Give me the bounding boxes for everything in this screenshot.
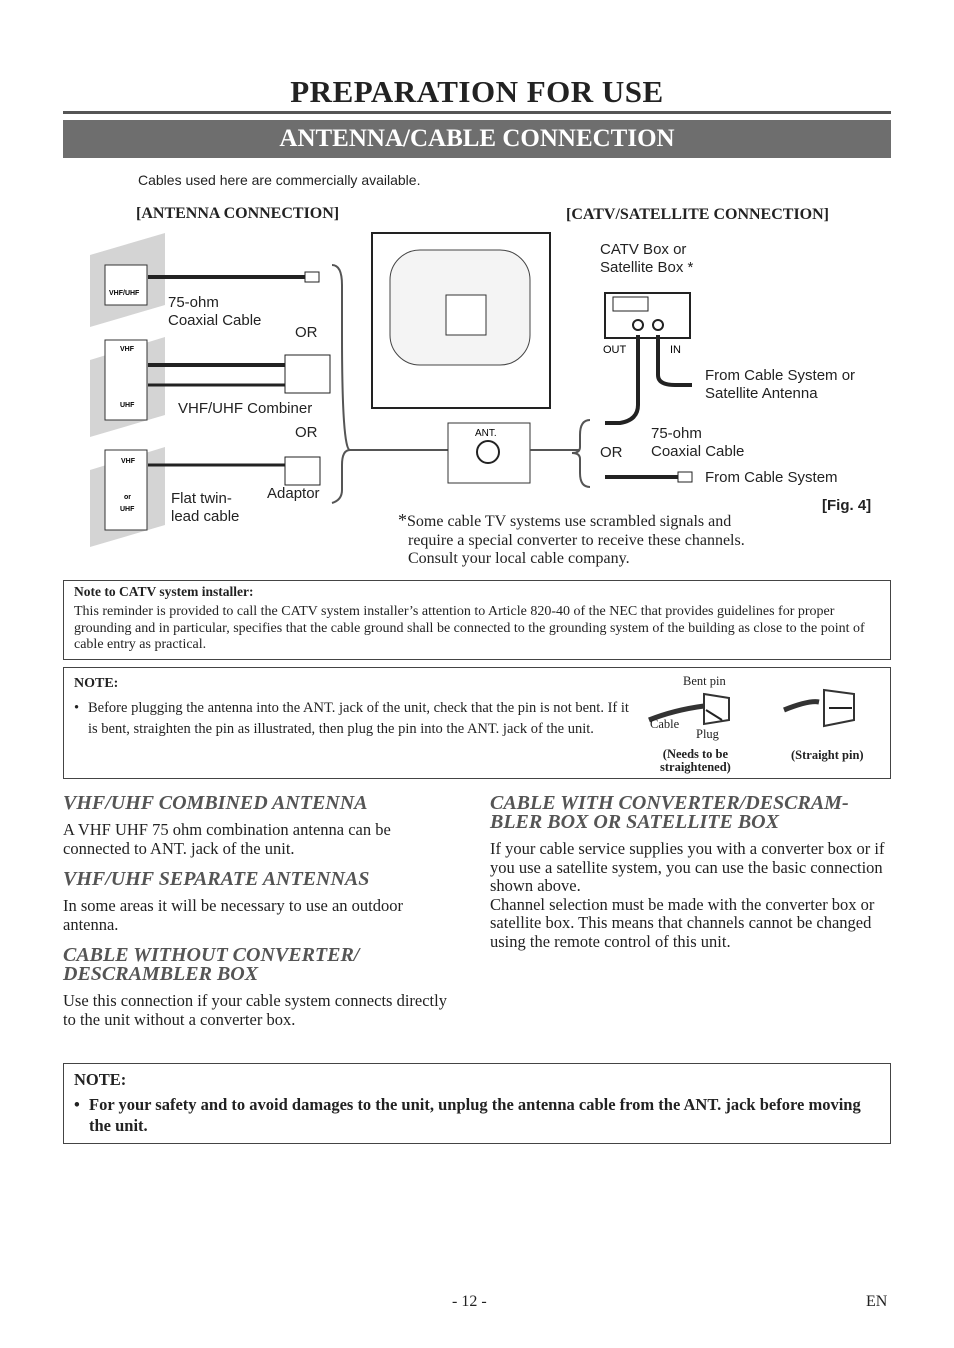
without-converter-text: Use this connection if your cable system connects directly to the unit without a converter box.	[63, 991, 447, 1029]
right-column	[490, 794, 890, 951]
with-converter-text-2: Channel selection must be made with the converter box or satellite box. This means that channels cannot be changed using the remote control of this unit.	[490, 894, 875, 951]
uhf-tag: UHF	[120, 402, 135, 409]
vhf-or-uhf-tag-2: or	[124, 494, 131, 501]
without-converter-heading: CABLE WITHOUT CONVERTER/ DESCRAMBLER BOX	[63, 944, 360, 985]
note2-text: • For your safety and to avoid damages to the unit, unplug the antenna cable from the ANT. jack before moving the unit.	[74, 1095, 861, 1135]
catv-connection-heading: [CATV/SATELLITE CONNECTION]	[566, 206, 830, 223]
or-label-3: OR	[600, 444, 623, 461]
with-converter-heading: CABLE WITH CONVERTER/DESCRAM- BLER BOX OR SATELLITE BOX	[490, 792, 849, 833]
straight-pin-label: (Straight pin)	[791, 748, 864, 762]
separate-antennas-text: In some areas it will be necessary to use an outdoor antenna.	[63, 896, 403, 934]
cables-note: Cables used here are commercially available.	[138, 172, 421, 188]
section-title: ANTENNA/CABLE CONNECTION	[63, 120, 891, 158]
note1-heading: NOTE:	[74, 676, 119, 691]
vhf-uhf-tag: VHF/UHF	[109, 290, 140, 297]
fig-label: [Fig. 4]	[822, 497, 872, 514]
footnote-star: *	[398, 510, 407, 530]
language-tag: EN	[866, 1293, 888, 1310]
bent-pin-label: Bent pin	[683, 674, 726, 688]
title-rule	[63, 111, 891, 114]
from-cable-label: From Cable System	[705, 469, 838, 486]
in-label: IN	[670, 344, 681, 356]
antenna-connection-heading: [ANTENNA CONNECTION]	[136, 205, 340, 222]
plug-label: Plug	[696, 727, 719, 741]
note2-heading: NOTE:	[74, 1070, 127, 1089]
cable-label: Cable	[650, 717, 680, 731]
adaptor-label: Adaptor	[267, 485, 320, 502]
footnote: *Some cable TV systems use scrambled signals and require a special converter to receive these channels. Consult your local cable company.	[398, 510, 745, 567]
combiner-label: VHF/UHF Combiner	[178, 400, 313, 417]
bent-pin-note	[63, 667, 891, 779]
separate-antennas-heading: VHF/UHF SEPARATE ANTENNAS	[63, 868, 370, 890]
catv-note-heading: Note to CATV system installer:	[74, 584, 254, 599]
combined-antenna-text: A VHF UHF 75 ohm combination antenna can be connected to ANT. jack of the unit.	[63, 820, 391, 858]
vhf-tag: VHF	[120, 346, 134, 353]
combined-antenna-heading: VHF/UHF COMBINED ANTENNA	[63, 792, 368, 814]
needs-straightened-label: (Needs to be straightened)	[660, 747, 731, 774]
vhf-or-uhf-tag-1: VHF	[121, 458, 135, 465]
vhf-or-uhf-tag-3: UHF	[120, 506, 135, 513]
coax-label-right: 75-ohm Coaxial Cable	[651, 425, 745, 460]
or-label-2: OR	[295, 424, 318, 441]
safety-note	[63, 1063, 891, 1144]
coax-label-left: 75-ohm Coaxial Cable	[168, 294, 262, 329]
out-label: OUT	[603, 344, 627, 356]
pin-illustration	[644, 680, 884, 750]
twin-lead-label: Flat twin- lead cable	[171, 490, 240, 525]
catv-box-label: CATV Box or Satellite Box *	[600, 241, 694, 276]
left-column	[63, 794, 458, 1029]
catv-installer-note	[63, 580, 891, 660]
from-cable-sat-label: From Cable System or Satellite Antenna	[705, 367, 856, 402]
or-label-1: OR	[295, 324, 318, 341]
ant-label: ANT.	[475, 428, 497, 439]
note1-text: • Before plugging the antenna into the ANT. jack of the unit, check that the pin is not bent. If it is bent, straighten the pin as illustrated, then plug the pin into the ANT. jack of the unit.	[74, 700, 629, 737]
with-converter-text-1: If your cable service supplies you with a converter box or if you use a satellite system, you can use the basic connection shown above.	[490, 839, 885, 895]
page-number: - 12 -	[452, 1293, 487, 1310]
page-title: PREPARATION FOR USE	[290, 74, 664, 109]
catv-note-text: This reminder is provided to call the CATV system installer’s attention to Article 820-40 of the NEC that provides guidelines for proper grounding and in particular, specifies that the cable ground shall be connected to the grounding system of the building as close to the point of cable entry as practical.	[74, 604, 865, 652]
